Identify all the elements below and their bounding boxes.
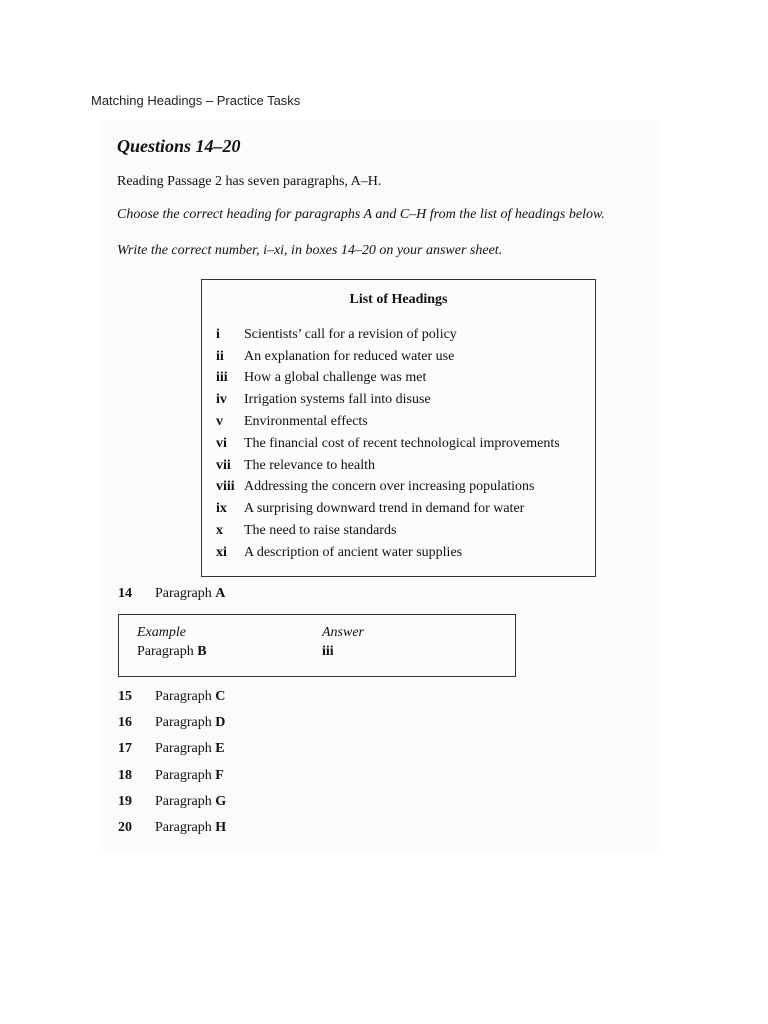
question-number: 19	[118, 794, 132, 809]
paragraph-word: Paragraph	[155, 768, 212, 783]
paragraph-word: Paragraph	[155, 689, 212, 704]
heading-item	[216, 346, 560, 368]
instruction-choose: Choose the correct heading for paragraphs A and C–H from the list of headings below.	[117, 207, 605, 222]
paragraph-letter: F	[215, 768, 224, 783]
heading-number: x	[216, 523, 223, 539]
paragraph-word: Paragraph	[155, 741, 212, 756]
question-item-16	[118, 715, 225, 731]
heading-number: xi	[216, 544, 227, 560]
heading-number: iv	[216, 392, 227, 408]
heading-text: The relevance to health	[244, 457, 375, 473]
question-item-19	[118, 794, 226, 810]
question-item-17	[118, 741, 225, 757]
paragraph-letter: E	[215, 741, 225, 756]
question-item-18	[118, 768, 224, 784]
example-paragraph	[137, 644, 207, 660]
heading-number: vi	[216, 435, 227, 451]
heading-item	[216, 411, 560, 433]
page-heading: Matching Headings – Practice Tasks	[91, 93, 301, 108]
headings-list	[216, 324, 560, 564]
heading-item	[216, 368, 560, 390]
instruction-passage: Reading Passage 2 has seven paragraphs, A–H.	[117, 174, 382, 189]
heading-text: Irrigation systems fall into disuse	[244, 392, 431, 408]
heading-number: vii	[216, 457, 231, 473]
heading-item	[216, 389, 560, 411]
heading-text: Scientists’ call for a revision of policy	[244, 326, 457, 342]
heading-text: The financial cost of recent technological improvements	[244, 435, 560, 451]
question-item-20	[118, 820, 226, 836]
question-number: 18	[118, 768, 132, 783]
question-number: 20	[118, 820, 132, 835]
heading-number: iii	[216, 370, 228, 386]
question-number: 16	[118, 715, 132, 730]
question-number: 15	[118, 689, 132, 704]
heading-item	[216, 542, 560, 564]
heading-item	[216, 520, 560, 542]
example-box	[118, 614, 516, 677]
heading-number: v	[216, 414, 223, 430]
heading-item	[216, 455, 560, 477]
heading-item	[216, 433, 560, 455]
paragraph-letter: G	[215, 794, 227, 809]
paragraph-letter: A	[215, 586, 226, 601]
question-number: 14	[118, 586, 132, 601]
heading-number: ii	[216, 348, 224, 364]
headings-list-box	[201, 279, 596, 577]
heading-text: Addressing the concern over increasing populations	[244, 479, 535, 495]
heading-text: Environmental effects	[244, 414, 368, 430]
heading-item	[216, 324, 560, 346]
heading-item	[216, 498, 560, 520]
heading-number: ix	[216, 501, 227, 517]
paragraph-letter: C	[215, 689, 226, 704]
answer-label: Answer	[322, 625, 364, 640]
heading-text: The need to raise standards	[244, 523, 397, 539]
paragraph-word: Paragraph	[137, 644, 194, 659]
question-item-15	[118, 689, 225, 705]
question-number: 17	[118, 741, 132, 756]
paragraph-word: Paragraph	[155, 715, 212, 730]
heading-text: An explanation for reduced water use	[244, 348, 455, 364]
instruction-write: Write the correct number, i–xi, in boxes 14–20 on your answer sheet.	[117, 243, 503, 258]
paragraph-letter: H	[215, 820, 227, 835]
headings-list-title: List of Headings	[349, 292, 448, 307]
heading-number: i	[216, 326, 220, 342]
heading-text: A description of ancient water supplies	[244, 544, 463, 560]
questions-title: Questions 14–20	[117, 136, 241, 156]
example-label: Example	[137, 625, 186, 640]
answer-value: iii	[322, 644, 334, 659]
paragraph-letter: B	[197, 644, 207, 659]
paragraph-word: Paragraph	[155, 820, 212, 835]
heading-text: How a global challenge was met	[244, 370, 427, 386]
heading-item	[216, 477, 560, 499]
heading-text: A surprising downward trend in demand for water	[244, 501, 525, 517]
paragraph-letter: D	[215, 715, 226, 730]
question-item-14	[118, 586, 225, 602]
scanned-question-image	[100, 120, 660, 850]
paragraph-word: Paragraph	[155, 586, 212, 601]
heading-number: viii	[216, 479, 235, 495]
paragraph-word: Paragraph	[155, 794, 212, 809]
